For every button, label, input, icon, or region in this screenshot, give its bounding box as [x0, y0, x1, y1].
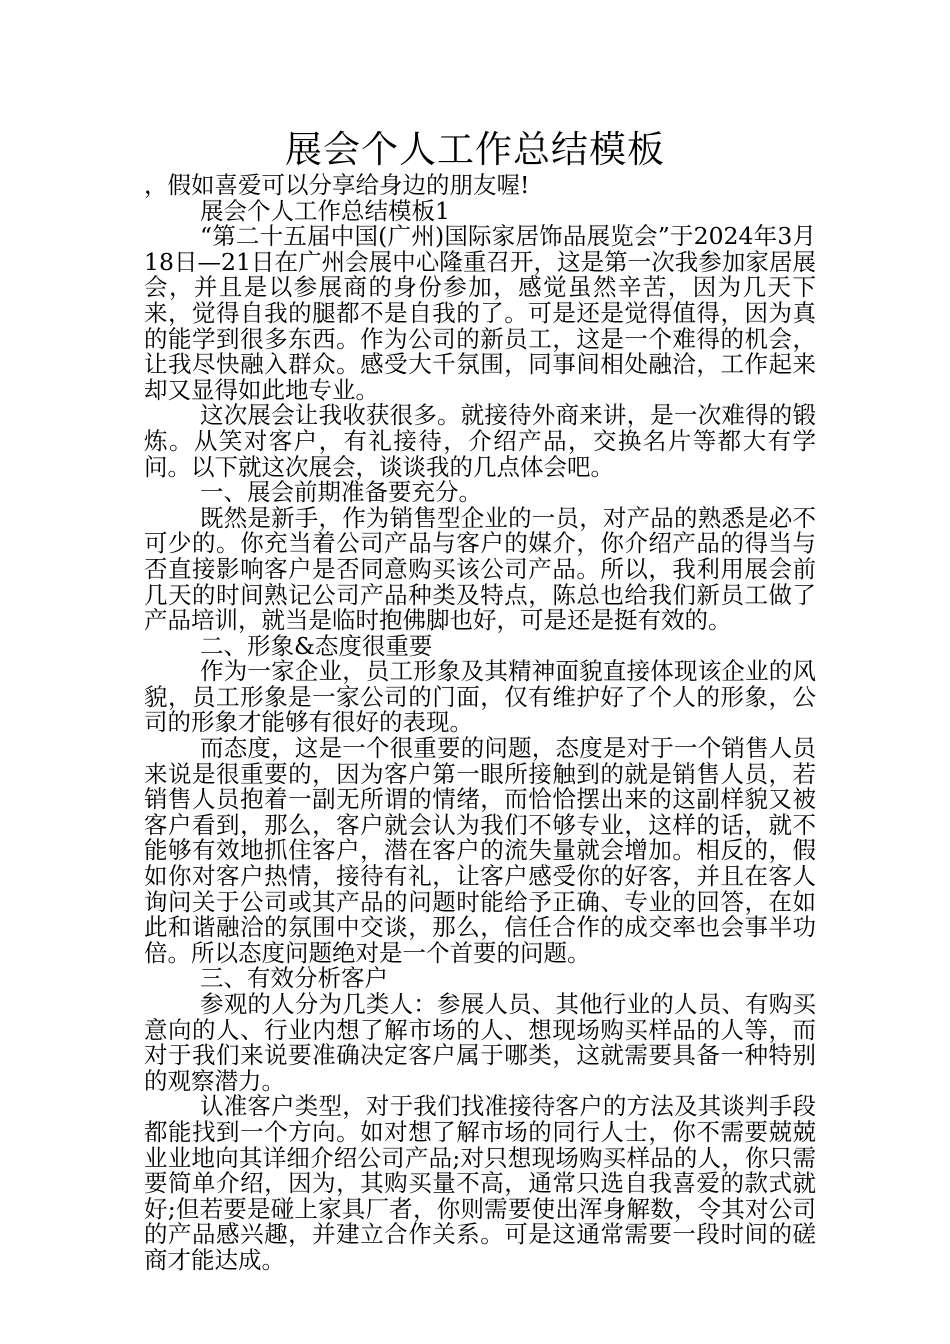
- paragraph: 参观的人分为几类人：参展人员、其他行业的人员、有购买意向的人、行业内想了解市场的人、想现场购买样品的人等，而对于我们来说要准确决定客户属于哪类，这就需要具备一种特别的观察潜力。: [144, 990, 816, 1095]
- paragraph: 认准客户类型，对于我们找准接待客户的方法及其谈判手段都能找到一个方向。如对想了解市场的同行人士，你不需要兢兢业业地向其详细介绍公司产品;对只想现场购买样品的人，你只需要简单介绍，因为，其购买量不高，通常只选自我喜爱的款式就好;但若要是碰上家具厂者，你则需要使出浑身解数，令其对公司的产品感兴趣，并建立合作关系。可是这通常需要一段时间的磋商才能达成。: [144, 1092, 816, 1274]
- paragraph: “第二十五届中国(广州)国际家居饰品展览会”于2024年3月18日—21日在广州会展中心隆重召开，这是第一次我参加家居展会，并且是以参展商的身份参加，感觉虽然辛苦，因为几天下来，觉得自我的腿都不是自我的了。可是还是觉得值得，因为真的能学到很多东西。作为公司的新员工，这是一个难得的机会，让我尽快融入群众。感受大千氛围，同事间相处融洽，工作起来却又显得如此地专业。: [144, 222, 816, 404]
- paragraph: 作为一家企业，员工形象及其精神面貌直接体现该企业的风貌，员工形象是一家公司的门面，仅有维护好了个人的形象，公司的形象才能够有很好的表现。: [144, 657, 816, 737]
- paragraph: ，假如喜爱可以分享给身边的朋友喔!: [144, 171, 530, 199]
- paragraph: 展会个人工作总结模板1: [200, 196, 450, 225]
- paragraph: 这次展会让我收获很多。就接待外商来讲，是一次难得的锻炼。从笑对客户，有礼接待，介绍产品，交换名片等都大有学问。以下就这次展会，谈谈我的几点体会吧。: [144, 401, 816, 481]
- paragraph: 既然是新手，作为销售型企业的一员，对产品的熟悉是必不可少的。你充当着公司产品与客户的媒介，你介绍产品的得当与否直接影响客户是否同意购买该公司产品。所以，我利用展会前几天的时间熟记公司产品种类及特点，陈总也给我们新员工做了产品培训，就当是临时抱佛脚也好，可是还是挺有效的。: [144, 503, 816, 635]
- paragraph: 三、有效分析客户: [200, 964, 388, 993]
- document-body: [144, 173, 816, 1274]
- paragraph: 一、展会前期准备要充分。: [200, 478, 482, 507]
- document-title: 展会个人工作总结模板: [285, 128, 665, 171]
- paragraph: 二、形象&态度很重要: [200, 631, 433, 660]
- paragraph: 而态度，这是一个很重要的问题，态度是对于一个销售人员来说是很重要的，因为客户第一眼所接触到的就是销售人员，若销售人员抱着一副无所谓的情绪，而恰恰摆出来的这副样貌又被客户看到，那么，客户就会认为我们不够专业，这样的话，就不能够有效地抓住客户，潜在客户的流失量就会增加。相反的，假如你对客户热情，接待有礼，让客户感受你的好客，并且在客人询问关于公司或其产品的问题时能给予正确、专业的回答，在如此和谐融洽的氛围中交谈，那么，信任合作的成交率也会事半功倍。所以态度问题绝对是一个首要的问题。: [144, 734, 816, 967]
